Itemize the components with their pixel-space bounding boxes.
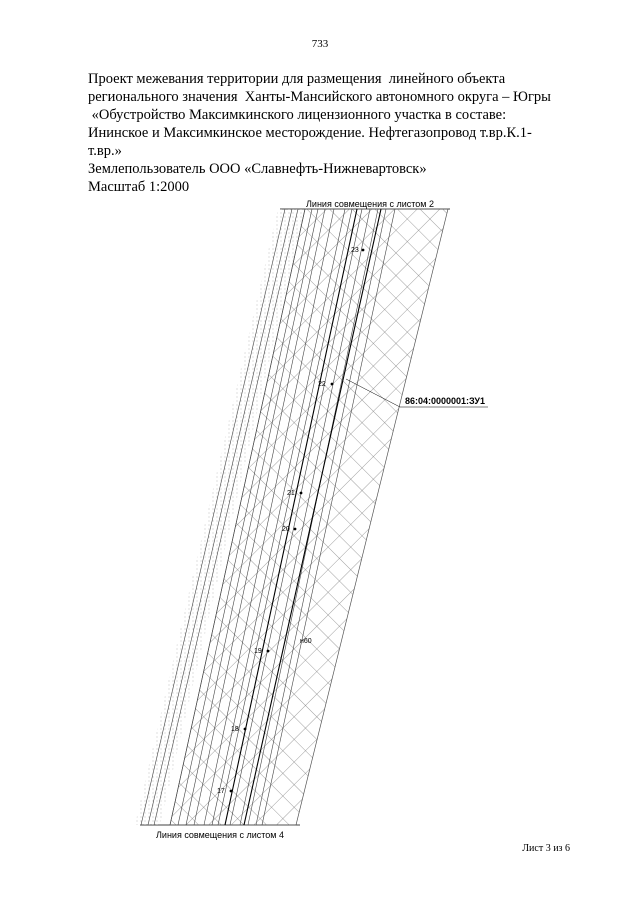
point-19-marker xyxy=(267,650,270,653)
top-match-label: Линия совмещения с листом 2 xyxy=(306,199,434,209)
header-line-5: т.вр.» xyxy=(88,143,122,159)
scale-line: Масштаб 1:2000 xyxy=(88,179,190,195)
point-23-marker xyxy=(362,249,365,252)
point-23-label: 23 xyxy=(351,247,359,254)
header-line-4: Ининское и Максимкинское месторождение. Нефтегазопровод т.вр.К.1- xyxy=(88,125,532,141)
point-17-label: 17 xyxy=(217,788,225,795)
header-line-3: «Обустройство Максимкинского лицензионного участка в составе: xyxy=(88,107,507,123)
point-18-label: 18 xyxy=(231,726,239,733)
point-22-label: 22 xyxy=(318,381,326,388)
bottom-match-label: Линия совмещения с листом 4 xyxy=(156,830,284,840)
document-header xyxy=(88,70,578,196)
point-21-marker xyxy=(300,492,303,495)
land-user-line: Землепользователь ООО «Славнефть-Нижневартовск» xyxy=(88,161,427,177)
point-22-marker xyxy=(331,383,334,386)
header-line-1: Проект межевания территории для размещения линейного объекта xyxy=(88,71,506,87)
point-20-label: 20 xyxy=(282,526,290,533)
header-line-2: регионального значения Ханты-Мансийского автономного округа – Югры xyxy=(88,89,551,105)
sheet-number: Лист 3 из 6 xyxy=(522,843,570,854)
point-18-marker xyxy=(244,728,247,731)
survey-drawing-svg xyxy=(0,196,640,846)
point-19-label: 19 xyxy=(254,648,262,655)
parcel-cadastral-label: 86:04:0000001:ЗУ1 xyxy=(405,396,485,406)
point-20-marker xyxy=(294,528,297,531)
point-21-label: 21 xyxy=(287,490,295,497)
point-n60-label: н60 xyxy=(300,638,312,645)
survey-drawing xyxy=(0,196,640,846)
page-number: 733 xyxy=(311,38,329,50)
point-17-marker xyxy=(230,790,233,793)
